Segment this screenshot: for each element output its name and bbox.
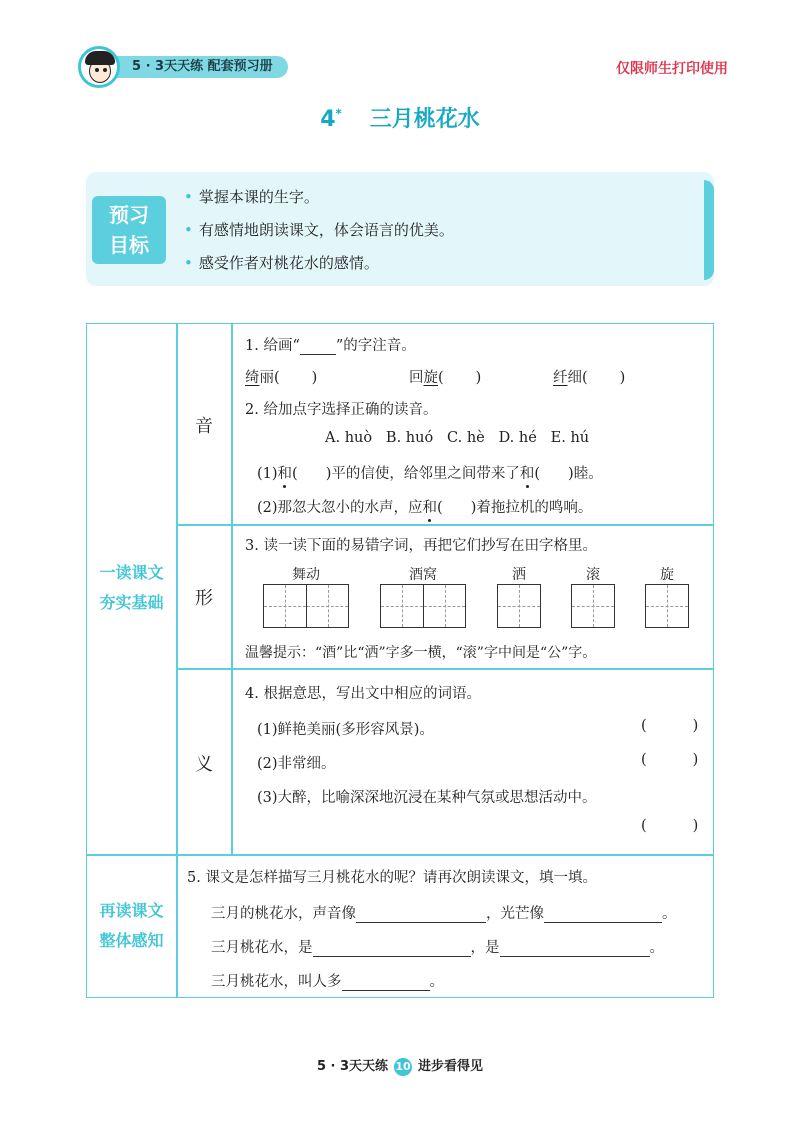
q5-line-3 [211,970,444,991]
mascot-icon [78,46,120,88]
q2-sentence-1 [257,462,603,483]
q4-item-3: (3)大醉，比喻深深地沉浸在某种气氛或思想活动中。 [257,790,597,806]
q4-answer-2[interactable] [641,752,698,768]
q1-title-pre: 1. 给画“ [245,338,300,354]
q1-paren-close: ) [311,370,318,386]
q1-word-text: 丽( [259,370,280,386]
q2-text: (1) [257,466,278,482]
lesson-title-text: 三月桃花水 [369,107,480,132]
goals-list [184,184,454,283]
fill-blank[interactable] [342,990,430,991]
section-second-line2: 整体感知 [99,931,164,950]
q2-sentence-2 [257,496,592,517]
q1-underlined-char: 旋 [423,370,438,386]
footer-slogan: 进步看得见 [418,1059,484,1074]
page-number: 10 [394,1058,412,1076]
tianzi-cell[interactable] [572,585,614,627]
section-label-first [87,558,176,618]
preview-goals [86,172,714,286]
goals-badge-line2: 目标 [109,233,149,257]
q5-text: 。 [429,974,444,990]
q1-paren-close: ) [475,370,482,386]
footer-brand: 5 · 3天天练 [316,1059,389,1074]
q5-text: 三月桃花水，叫人多 [211,974,342,990]
tianzi-cell[interactable] [423,585,465,627]
q5-text: ，光芒像 [486,906,544,922]
grid-word-label: 旋 [660,567,674,583]
section-first-line1: 一读课文 [99,563,164,582]
q5-text: 。 [649,940,664,956]
q1-paren-open: ( [438,370,444,386]
q1-title [245,334,416,355]
goals-badge [92,196,166,264]
tianzi-cell[interactable] [646,585,688,627]
q1-word-text: 回 [409,370,424,386]
goal-item: • 掌握本课的生字。 [184,184,454,217]
q5-text: 三月桃花水，是 [211,940,313,956]
q5-text: ，是 [470,940,500,956]
q5-title: 5. 课文是怎样描写三月桃花水的呢？请再次朗读课文，填一填。 [187,870,597,886]
section-second-line1: 再读课文 [99,901,164,920]
lesson-star: * [335,106,342,121]
page-header [78,46,728,88]
q1-word-1 [245,366,317,387]
q5-line-2 [211,936,664,957]
q2-text: (2)那忽大忽小的水声，应 [257,500,423,516]
q4-answer-3[interactable] [641,818,698,834]
underline-blank [300,354,336,355]
grid-word-label: 酒窝 [409,567,437,583]
grid-word-5 [645,564,689,628]
section-first-line2: 夯实基础 [99,593,164,612]
tianzi-cell[interactable] [498,585,540,627]
q2-text: )着拖拉机的鸣响。 [470,500,593,516]
grid-word-2 [380,564,466,628]
grid-word-4 [571,564,615,628]
fill-blank[interactable] [544,922,662,923]
q2-text: ( [437,500,443,516]
q5-text: 三月的桃花水，声音像 [211,906,356,922]
q1-title-post: ”的字注音。 [335,338,416,354]
q2-text: ( [292,466,298,482]
tianzi-cell[interactable] [264,585,306,627]
section-label-second [87,896,176,956]
q5-text: 。 [662,906,677,922]
fill-blank[interactable] [500,956,650,957]
dotted-char: 和 [520,462,535,483]
q2-text: )平的信使，给邻里之间带来了 [325,466,520,482]
q1-underlined-char: 纤 [553,370,568,386]
paren-close: ) [692,818,699,834]
q2-text: ( [534,466,541,482]
exercise-table [86,323,714,998]
grid-word-1 [263,564,349,628]
sub-label-meaning: 义 [195,754,213,775]
paren-open: ( [641,818,647,834]
q2-options: A. huò B. huó C. hè D. hé E. hú [325,430,590,446]
q3-title: 3. 读一读下面的易错字词，再把它们抄写在田字格里。 [245,538,597,554]
tianzi-cell[interactable] [381,585,423,627]
tianzi-cell[interactable] [306,585,348,627]
goals-badge-line1: 预习 [109,203,149,227]
q2-title: 2. 给加点字选择正确的读音。 [245,402,438,418]
q1-word-text: 细( [567,370,588,386]
brand-label: 5 · 3天天练 配套预习册 [98,56,288,78]
q3-tip: 温馨提示：“酒”比“洒”字多一横，“滚”字中间是“公”字。 [245,645,597,661]
dotted-char: 和 [278,462,293,483]
paren-close: ) [692,752,699,768]
q4-item-1: (1)鲜艳美丽(多形容风景)。 [257,722,434,738]
q1-paren-close: ) [619,370,626,386]
q2-text: )睦。 [568,466,603,482]
grid-word-3 [497,564,541,628]
lesson-title [0,102,800,133]
grid-word-label: 舞动 [292,567,320,583]
paren-close: ) [692,718,699,734]
q4-title: 4. 根据意思，写出文中相应的词语。 [245,686,481,702]
paren-open: ( [641,718,647,734]
grid-word-label: 洒 [512,567,526,583]
q4-item-2: (2)非常细。 [257,756,336,772]
paren-open: ( [641,752,647,768]
q4-answer-1[interactable] [641,718,698,734]
fill-blank[interactable] [356,922,486,923]
sub-label-form: 形 [195,588,213,609]
goal-item: • 有感情地朗读课文，体会语言的优美。 [184,217,454,250]
q5-line-1 [211,902,677,923]
usage-notice: 仅限师生打印使用 [616,61,728,77]
fill-blank[interactable] [313,956,471,957]
page-footer [0,1055,800,1076]
dotted-char: 和 [423,496,438,517]
q1-word-2 [409,366,481,387]
q1-word-3 [553,366,625,387]
q1-underlined-char: 绮 [245,370,260,386]
goal-item: • 感受作者对桃花水的感情。 [184,250,454,283]
lesson-number: 4 [320,107,336,132]
sub-label-sound: 音 [195,416,213,437]
grid-word-label: 滚 [586,567,600,583]
